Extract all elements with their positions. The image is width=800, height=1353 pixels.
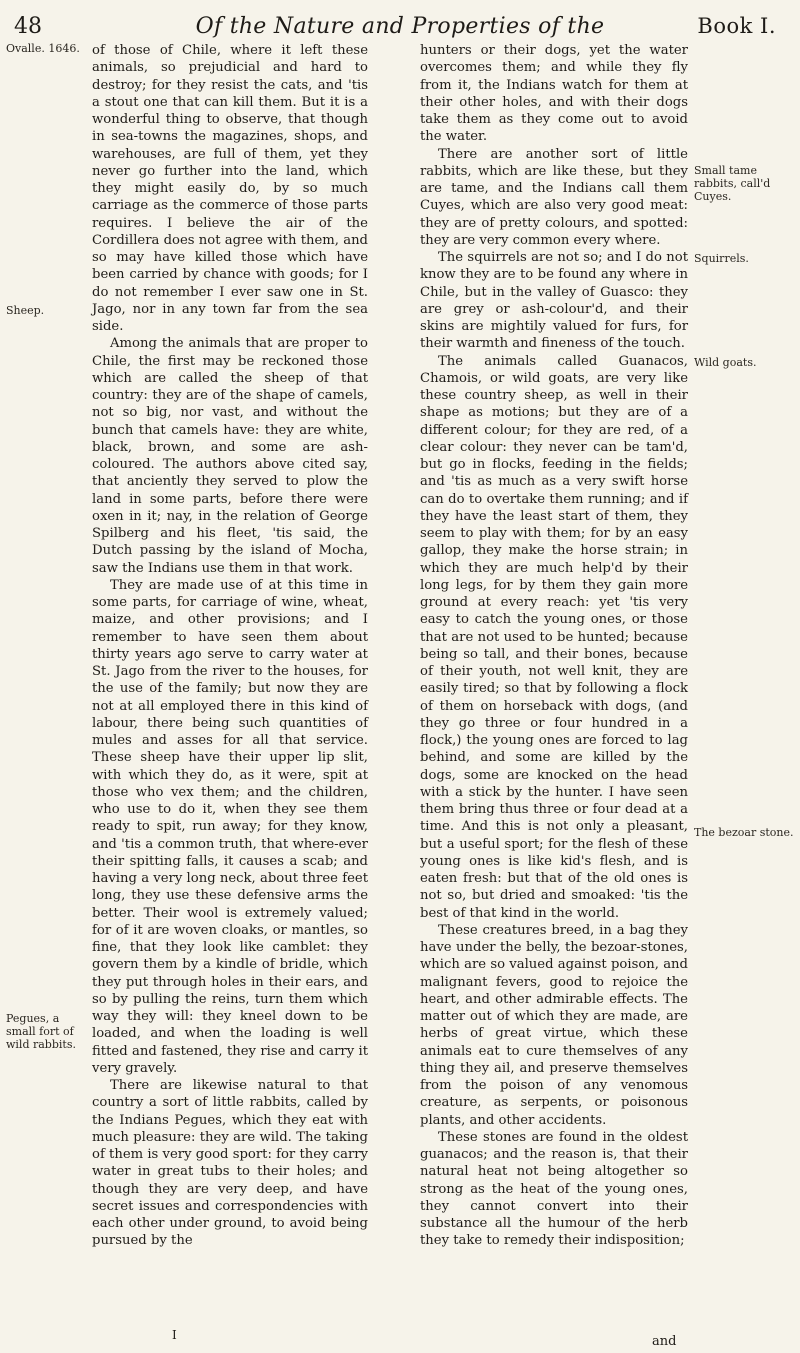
paragraph-sheep-use: They are made use of at this time in some parts, for carriage of wine, wheat, maize, and other provisions; and I remember to have seen them about thirty years ago serve to carry water at St. Jago from the river to the houses, for the use of the family; but now they are not at all employed there in this kind of labour, there being such quantities of mules and asses for all that service. These sheep have their upper lip slit, with which they do, as it were, spit at those who vex them; and the children, who use to do it, when they see them ready to spit, run away; for they know, and 'tis a common truth, that where-ever their spitting falls, it causes a scab; and having a very long neck, about three feet long, they use these defensive arms the better. Their wool is extremely valued; for of it are woven cloaks, or mantles, so fine, that they look like camblet: they govern them by a kindle of bridle, which they put through holes in their ears, and so by pulling the reins, turn them which way they will: they kneel down to be loaded, and when the loading is well fitted and fastened, they rise and carry it very gravely. [92,577,368,1076]
paragraph-stones: These stones are found in the oldest guanacos; and the reason is, that their natural heat not being altogether so strong as the heat of the young ones, they cannot convert into their substance all the humour of the herb they take to remedy their indisposition; [420,1129,688,1249]
paragraph-sheep: Among the animals that are proper to Chile, the first may be reckoned those which are called the sheep of that country: they are of the shape of camels, not so big, nor vast, and without the bunch that camels have: they are white, black, brown, and some are ash-coloured. The authors above cited say, that anciently they served to plow the land in some parts, before there were oxen in it; nay, in the relation of George Spilberg and his fleet, 'tis said, the Dutch passing by the island of Mocha, saw the Indians use them in that work. [92,336,368,576]
margin-note-tame-rabbits: Small tame rabbits, call'd Cuyes. [694,164,771,203]
paragraph-squirrels: The squirrels are not so; and I do not know they are to be found any where in Chile, but in the valley of Guasco: they are grey or ash-colour'd, and their skins are mightily valued for furs, for their warmth and fineness of the touch. [420,250,688,352]
catchword: and [652,1334,677,1349]
signature-mark: I [172,1328,177,1342]
margin-note-squirrels: Squirrels. [694,252,749,265]
paragraph-hunters: hunters or their dogs, yet the water overcomes them; and while they fly from it, the Indians watch for them at their other holes, and with their dogs take them as they come out to avoid the water. [420,43,688,145]
book-label: Book I. [697,14,776,38]
margin-note-sheep: Sheep. [6,304,45,317]
paragraph-cuyes: There are another sort of little rabbits, which are like these, but they are tame, and the Indians call them Cuyes, which are also very good meat: they are of pretty colours, and spotted: they are very common every where. [420,146,688,248]
left-column [92,42,368,1250]
paragraph-rats: of those of Chile, where it left these animals, so prejudicial and hard to destroy; for they resist the cats, and 'tis a stout one that can kill them. But it is a wonderful thing to observe, that though in sea-towns the magazines, shops, and warehouses, are full of them, yet they never go further into the land, which they might easily do, by so much carriage as the commerce of those parts requires. I believe the air of the Cordillera does not agree with them, and so may have killed those which have been carried by chance with goods; for I do not remember I ever saw one in St. Jago, nor in any town far from the sea side. [92,43,368,334]
running-title: Of the Nature and Properties of the [195,14,605,39]
paragraph-pegues: There are likewise natural to that country a sort of little rabbits, called by the Indians Pegues, which they eat with much pleasure: they are wild. The taking of them is very good sport: for they carry water in great tubs to their holes; and though they are very deep, and have secret issues and correspondencies with each other under ground, to avoid being pursued by the [92,1078,368,1249]
margin-note-pegues: Pegues, a small fort of wild rabbits. [6,1012,76,1051]
right-column [420,42,688,1250]
page-number: 48 [14,14,42,39]
margin-note-ovalle: Ovalle. 1646. [6,42,80,55]
margin-note-bezoar: The bezoar stone. [694,826,794,839]
margin-note-wild-goats: Wild goats. [694,356,757,369]
paragraph-guanacos: The animals called Guanacos, Chamois, or wild goats, are very like these country sheep, as well in their shape as motions; but they are of a different colour; for they are red, of a clear colour: they never can be tam'd, but go in flocks, feeding in the fields; and 'tis as much as a very swift horse can do to overtake them running; and if they have the least start of them, they seem to play with them; for by an easy gallop, they make the horse strain; in which they are much help'd by their long legs, for by them they gain more ground at every reach: yet 'tis very easy to catch the young ones, or those that are not used to be hunted; because being so tall, and their bones, because of their youth, not well knit, they are easily tired; so that by following a flock of them on horseback with dogs, (and they go three or four hundred in a flock,) the young ones are forced to lag behind, and some are killed by the dogs, some are knocked on the head with a stick by the hunter. I have seen them bring thus three or four dead at a time. And this is not only a pleasant, but a useful sport; for the flesh of these young ones is like kid's flesh, and is eaten fresh: but that of the old ones is not so, but dried and smoaked: 'tis the best of that kind in the world. [420,353,688,921]
paragraph-bezoar: These creatures breed, in a bag they have under the belly, the bezoar-stones, which are so valued against poison, and malignant fevers, good to rejoice the heart, and other admirable effects. The matter out of which they are made, are herbs of great virtue, which these animals eat to cure themselves of any thing they ail, and preserve themselves from the poison of any venomous creature, as serpents, or poisonous plants, and other accidents. [420,922,688,1128]
